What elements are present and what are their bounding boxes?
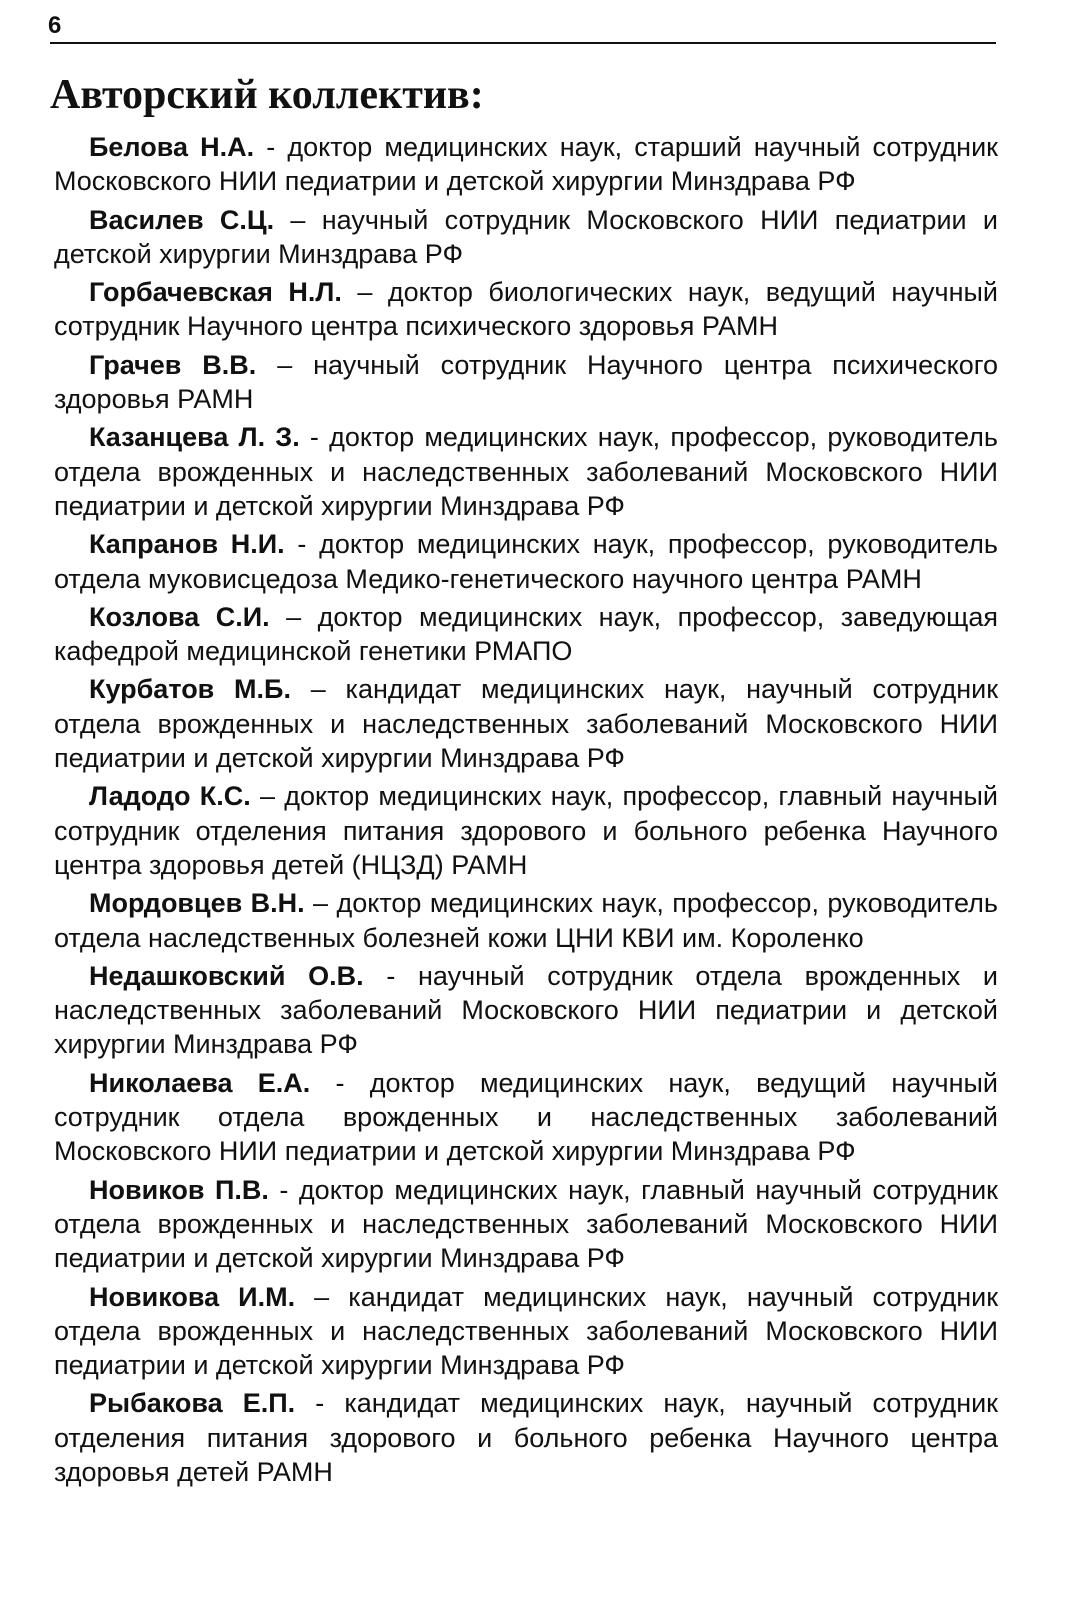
author-name: Мордовцев В.Н. bbox=[89, 888, 305, 919]
author-entry bbox=[54, 779, 998, 882]
author-name: Козлова С.И. bbox=[89, 601, 270, 632]
author-description: – научный сотрудник Научного центра психического здоровья РАМН bbox=[54, 349, 998, 415]
author-description: - кандидат медицинских наук, научный сотрудник отделения питания здорового и больного ребенка Научного центра здоровья детей РАМН bbox=[54, 1388, 998, 1487]
author-name: Ладодо К.С. bbox=[89, 781, 251, 812]
author-description: - доктор медицинских наук, профессор, руководитель отдела муковисцедоза Медико-генетического научного центра РАМН bbox=[54, 529, 999, 594]
author-entry bbox=[54, 203, 998, 272]
author-name: Казанцева Л. З. bbox=[89, 422, 300, 453]
author-description: - научный сотрудник отдела врожденных и наследственных заболеваний Московского НИИ педиатрии и детской хирургии Минздрава РФ bbox=[54, 960, 998, 1060]
author-entry bbox=[54, 600, 998, 669]
author-description: - доктор медицинских наук, ведущий научный сотрудник отдела врожденных и наследственных заболеваний Московского НИИ педиатрии и детской хирургии Минздрава РФ bbox=[54, 1067, 999, 1167]
author-entry bbox=[54, 275, 998, 344]
page-heading: Авторский коллектив: bbox=[50, 72, 484, 118]
author-entry bbox=[54, 420, 998, 523]
author-entry bbox=[54, 886, 998, 955]
author-entry bbox=[54, 348, 998, 417]
author-name: Недашковский О.В. bbox=[89, 960, 364, 991]
author-description: – доктор медицинских наук, профессор, заведующая кафедрой медицинской генетики РМАПО bbox=[54, 601, 998, 667]
author-entry bbox=[54, 1280, 998, 1383]
author-entry bbox=[54, 672, 998, 775]
author-description: - доктор медицинских наук, главный научный сотрудник отдела врожденных и наследственных заболеваний Московского НИИ педиатрии и детской хирургии Минздрава РФ bbox=[54, 1174, 998, 1274]
author-name: Горбачевская Н.Л. bbox=[89, 277, 342, 308]
page-number: 6 bbox=[48, 12, 62, 39]
header-rule bbox=[50, 42, 996, 44]
author-name: Новикова И.М. bbox=[89, 1281, 296, 1312]
author-name: Василев С.Ц. bbox=[89, 204, 275, 235]
author-description: – доктор медицинских наук, профессор, руководитель отдела наследственных болезней кожи ЦНИ КВИ им. Короленко bbox=[54, 888, 998, 953]
author-description: – кандидат медицинских наук, научный сотрудник отдела врожденных и наследственных заболеваний Московского НИИ педиатрии и детской хирургии Минздрава РФ bbox=[54, 674, 999, 774]
author-entry bbox=[54, 959, 998, 1062]
author-name: Рыбакова Е.П. bbox=[89, 1388, 296, 1419]
author-name: Грачев В.В. bbox=[89, 349, 257, 380]
author-description: - доктор медицинских наук, профессор, руководитель отдела врожденных и наследственных заболеваний Московского НИИ педиатрии и детской хирургии Минздрава РФ bbox=[54, 422, 998, 521]
author-entry bbox=[54, 130, 998, 199]
author-list bbox=[54, 130, 998, 1493]
author-entry bbox=[54, 1173, 998, 1276]
author-name: Николаева Е.А. bbox=[89, 1067, 311, 1098]
author-description: – научный сотрудник Московского НИИ педиатрии и детской хирургии Минздрава РФ bbox=[54, 204, 999, 269]
author-description: - доктор медицинских наук, старший научный сотрудник Московского НИИ педиатрии и детской хирургии Минздрава РФ bbox=[54, 132, 998, 197]
author-entry bbox=[54, 1386, 998, 1489]
author-name: Курбатов М.Б. bbox=[89, 674, 291, 705]
author-name: Белова Н.А. bbox=[89, 132, 255, 162]
author-entry bbox=[54, 1066, 998, 1169]
author-description: – доктор биологических наук, ведущий научный сотрудник Научного центра психического здоровья РАМН bbox=[54, 277, 998, 342]
author-name: Новиков П.В. bbox=[89, 1174, 269, 1205]
author-entry bbox=[54, 527, 998, 596]
author-description: – доктор медицинских наук, профессор, главный научный сотрудник отделения питания здорового и больного ребенка Научного центра здоровья детей (НЦЗД) РАМН bbox=[54, 781, 998, 880]
author-name: Капранов Н.И. bbox=[89, 529, 285, 560]
author-description: – кандидат медицинских наук, научный сотрудник отдела врожденных и наследственных заболеваний Московского НИИ педиатрии и детской хирургии Минздрава РФ bbox=[54, 1281, 999, 1381]
